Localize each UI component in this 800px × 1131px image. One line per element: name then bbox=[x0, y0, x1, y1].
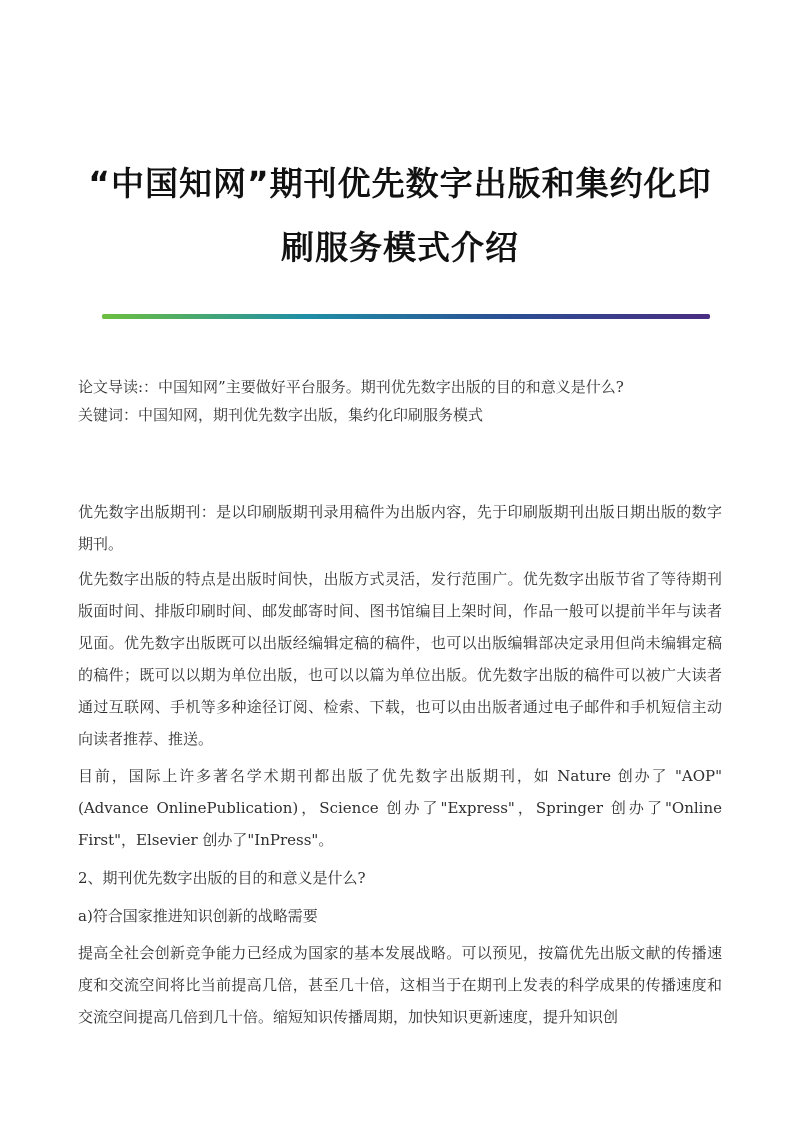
paragraph-international-examples: 目前，国际上许多著名学术期刊都出版了优先数字出版期刊，如 Nature 创办了 "AOP"(Advance OnlinePublication)，Science 创办了"Express"，Springer 创办了"Online First"，Elsevier 创办了"InPress"。 bbox=[78, 767, 722, 849]
subsection-heading-strategy: a)符合国家推进知识创新的战略需要 bbox=[78, 907, 318, 925]
abstract-line: 论文导读:：中国知网”主要做好平台服务。期刊优先数字出版的目的和意义是什么? bbox=[78, 378, 624, 396]
document-title-line-1: “中国知网”期刊优先数字出版和集约化印 bbox=[88, 164, 712, 203]
paragraph-features: 优先数字出版的特点是出版时间快，出版方式灵活，发行范围广。优先数字出版节省了等待期刊版面时间、排版印刷时间、邮发邮寄时间、图书馆编目上架时间，作品一般可以提前半年与读者见面。优先数字出版既可以出版经编辑定稿的稿件，也可以出版编辑部决定录用但尚未编辑定稿的稿件；既可以以期为单位出版，也可以以篇为单位出版。优先数字出版的稿件可以被广大读者通过互联网、手机等多种途径订阅、检索、下载，也可以由出版者通过电子邮件和手机短信主动向读者推荐、推送。 bbox=[78, 570, 722, 748]
paragraph-innovation: 提高全社会创新竞争能力已经成为国家的基本发展战略。可以预见，按篇优先出版文献的传播速度和交流空间将比当前提高几倍，甚至几十倍，这相当于在期刊上发表的科学成果的传播速度和交流空间提高几倍到几十倍。缩短知识传播周期，加快知识更新速度，提升知识创 bbox=[78, 944, 722, 1026]
paragraph-definition: 优先数字出版期刊：是以印刷版期刊录用稿件为出版内容，先于印刷版期刊出版日期出版的数字期刊。 bbox=[78, 503, 722, 553]
document-title-line-2: 刷服务模式介绍 bbox=[281, 228, 519, 267]
keywords-line: 关键词：中国知网，期刊优先数字出版，集约化印刷服务模式 bbox=[78, 406, 484, 424]
section-heading-purpose: 2、期刊优先数字出版的目的和意义是什么? bbox=[78, 869, 366, 887]
title-divider-gradient bbox=[102, 314, 710, 319]
